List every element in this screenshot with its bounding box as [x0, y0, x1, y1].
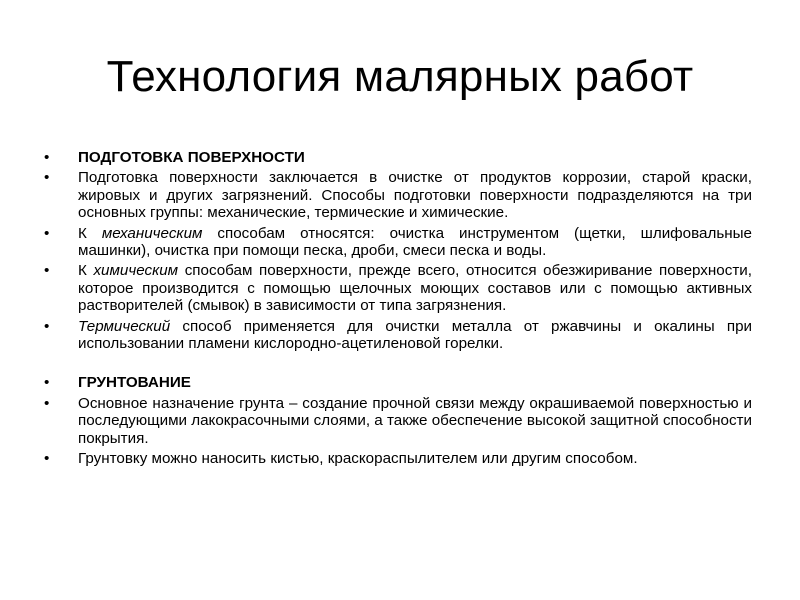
bullet-item — [44, 262, 752, 314]
bullet-item — [44, 395, 752, 447]
bullet-text-pre: К — [78, 224, 102, 242]
slide-title: Технология малярных работ — [106, 52, 694, 101]
bullet-item — [44, 374, 752, 391]
bullet-text: Грунтовку можно наносить кистью, краскораспылителем или другим способом. — [78, 450, 638, 468]
bullet-text: Подготовка поверхности заключается в очистке от продуктов коррозии, старой краски, жировых и других загрязнений. Способы подготовки поверхности подразделяются на три основных группы: механические, термические и химические. — [78, 169, 752, 222]
bullet-text-post: способ применяется для очистки металла от ржавчины и окалины при использовании пламени кислородно-ацетиленовой горелки. — [78, 317, 752, 353]
bullet-text-pre: К — [78, 262, 94, 280]
bullet-item — [44, 225, 752, 260]
bullet-emphasis: химическим — [93, 262, 179, 280]
bullet-text-post: способам относятся: очистка инструментом (щетки, шлифовальные машинки), очистка при помощи песка, дроби, смеси песка и воды. — [78, 224, 752, 260]
bullet-item — [44, 450, 752, 467]
bullet-emphasis: Термический — [78, 317, 171, 335]
bullet-item — [44, 149, 752, 166]
bullet-text: Основное назначение грунта – создание прочной связи между окрашиваемой поверхностью и последующими лакокрасочными слоями, а также обеспечение высокой защитной способности покрытия. — [78, 394, 752, 447]
bullet-list — [44, 149, 752, 471]
bullet-emphasis: механическим — [101, 224, 203, 242]
bullet-item — [44, 318, 752, 353]
bullet-item — [44, 169, 752, 221]
bullet-text-post: способам поверхности, прежде всего, относится обезжиривание поверхности, которое производится с помощью щелочных моющих составов или с помощью активных растворителей (смывок) в зависимости от типа загрязнения. — [78, 262, 752, 315]
section-heading: ПОДГОТОВКА ПОВЕРХНОСТИ — [78, 149, 305, 166]
section-heading: ГРУНТОВАНИЕ — [78, 374, 191, 392]
